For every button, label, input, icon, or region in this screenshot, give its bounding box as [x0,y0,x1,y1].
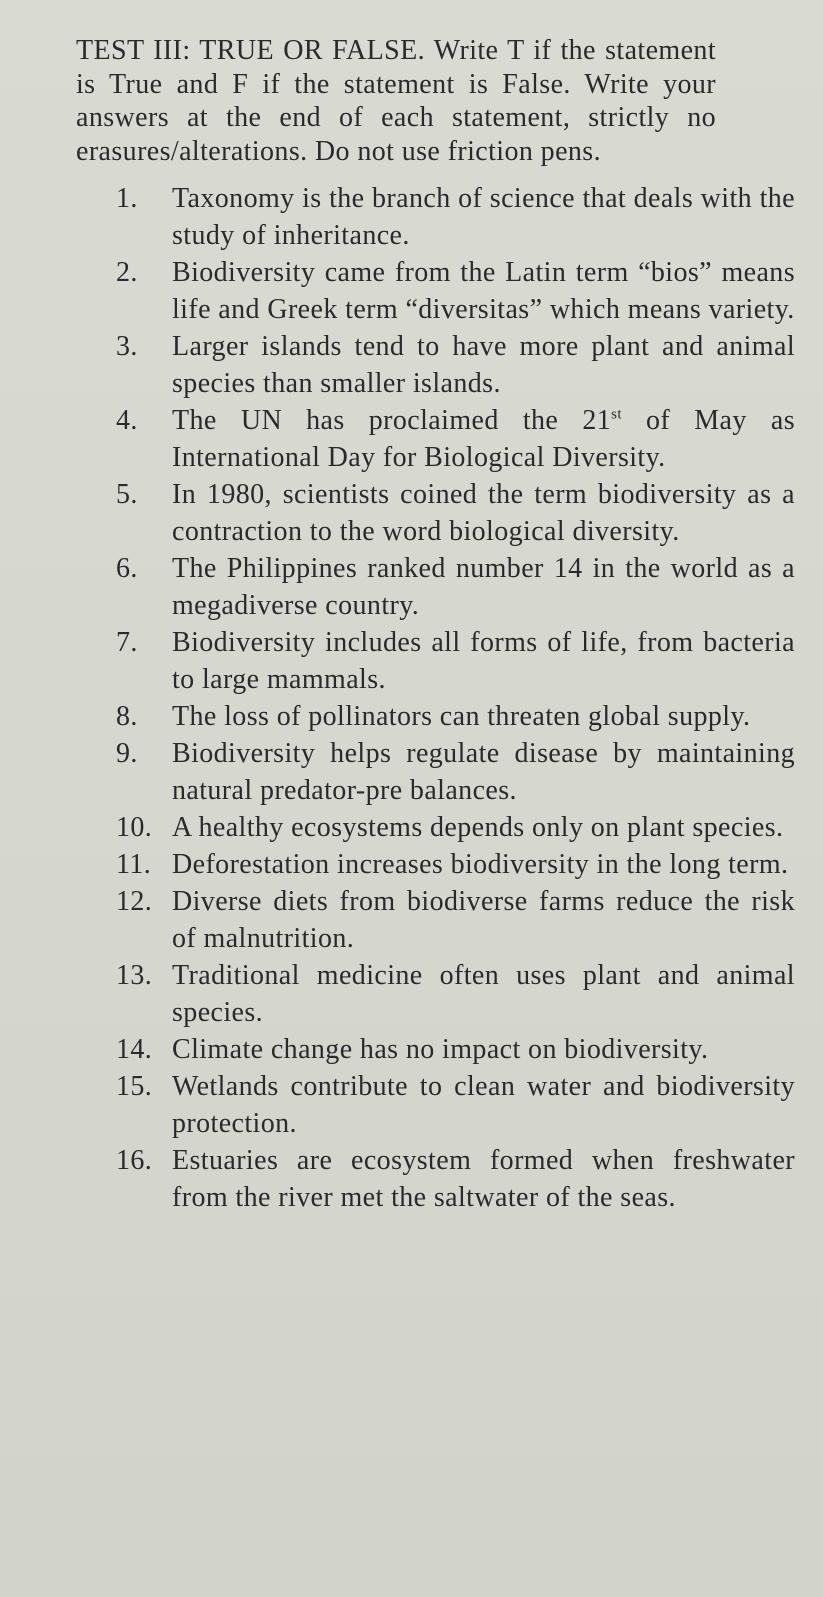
statement-item-8 [76,698,795,735]
item-text: The Philippines ranked number 14 in the world as a megadiverse country. [172,553,795,621]
item-number: 16. [116,1145,153,1176]
item-text: Climate change has no impact on biodiversity. [172,1034,709,1065]
item-text: Biodiversity helps regulate disease by maintaining natural predator-pre balances. [172,738,795,806]
statement-item-1 [76,180,795,254]
item-text: Larger islands tend to have more plant and animal species than smaller islands. [172,331,795,399]
item-number: 6. [116,553,138,584]
statement-item-4 [76,402,795,476]
statement-item-16 [76,1142,795,1216]
statement-list [76,180,795,1216]
item-number: 3. [116,331,138,362]
item-text: Traditional medicine often uses plant and animal species. [172,960,795,1028]
item-text: Estuaries are ecosystem formed when freshwater from the river met the saltwater of the seas. [172,1145,795,1213]
item-number: 1. [116,183,138,214]
item-number: 8. [116,701,138,732]
statement-item-12 [76,883,795,957]
item-text: Diverse diets from biodiverse farms reduce the risk of malnutrition. [172,886,795,954]
item-text-before: The UN has proclaimed the 21 [172,405,612,436]
item-text: Taxonomy is the branch of science that deals with the study of inheritance. [172,183,795,251]
item-text: In 1980, scientists coined the term biodiversity as a contraction to the word biological diversity. [172,479,795,547]
statement-item-2 [76,254,795,328]
item-number: 10. [116,812,153,843]
item-text: The loss of pollinators can threaten global supply. [172,701,751,732]
ordinal-superscript: st [611,406,622,423]
item-number: 15. [116,1071,153,1102]
statement-item-14 [76,1031,795,1068]
statement-item-6 [76,550,795,624]
item-number: 14. [116,1034,153,1065]
item-number: 2. [116,257,138,288]
item-text: A healthy ecosystems depends only on plant species. [172,812,784,843]
statement-item-9 [76,735,795,809]
item-number: 11. [116,849,152,880]
item-text: Biodiversity came from the Latin term “bios” means life and Greek term “diversitas” which means variety. [172,257,795,325]
statement-item-3 [76,328,795,402]
statement-item-15 [76,1068,795,1142]
item-text: Wetlands contribute to clean water and biodiversity protection. [172,1071,795,1139]
item-number: 12. [116,886,153,917]
statement-item-5 [76,476,795,550]
item-text: Biodiversity includes all forms of life, from bacteria to large mammals. [172,627,795,695]
statement-item-11 [76,846,795,883]
item-number: 13. [116,960,153,991]
item-text: Deforestation increases biodiversity in the long term. [172,849,789,880]
item-number: 9. [116,738,138,769]
statement-item-10 [76,809,795,846]
statement-item-7 [76,624,795,698]
statement-item-13 [76,957,795,1031]
item-number: 4. [116,405,138,436]
item-text [172,402,795,476]
item-text-after: of May as International Day for Biological Diversity. [172,405,795,473]
item-number: 5. [116,479,138,510]
item-number: 7. [116,627,138,658]
test-instructions: TEST III: TRUE OR FALSE. Write T if the statement is True and F if the statement is False. Write your answers at the end of each statement, strictly no erasures/alterations. Do not use friction pens. [76,35,716,167]
